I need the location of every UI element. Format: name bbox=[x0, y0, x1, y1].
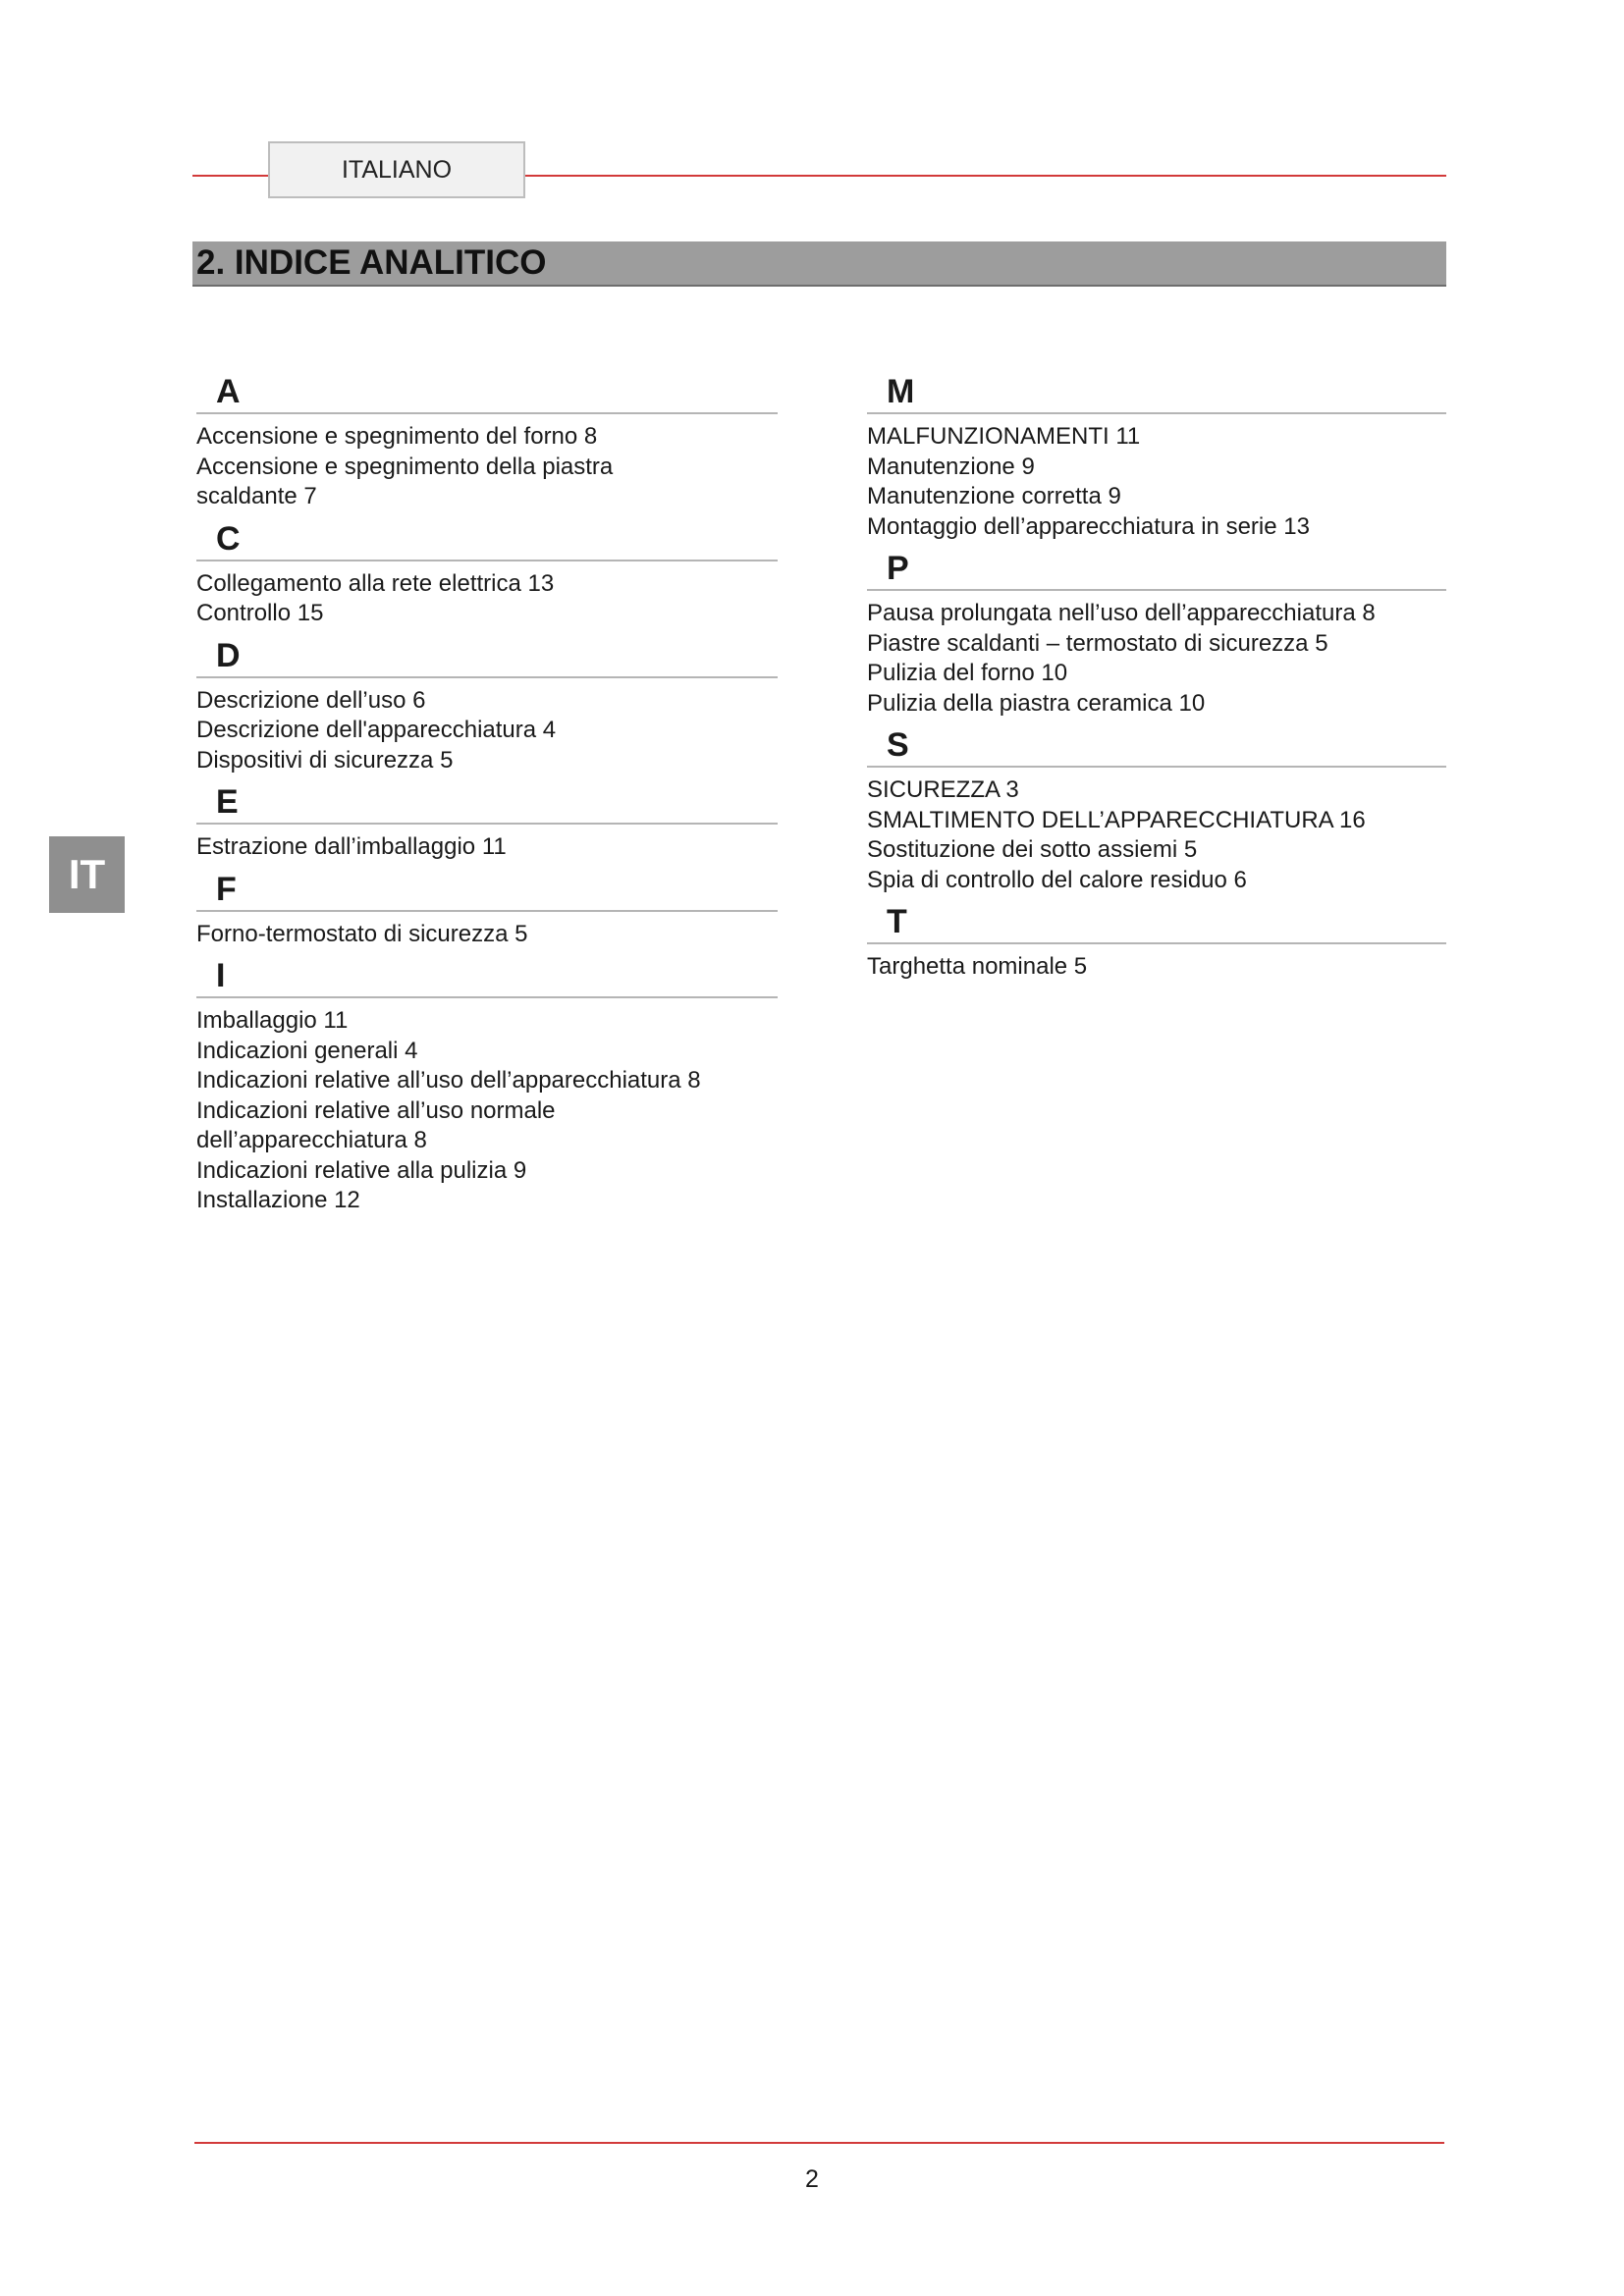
index-column-left bbox=[196, 365, 778, 1216]
index-entry: Montaggio dell’apparecchiatura in serie 13 bbox=[867, 512, 1310, 540]
index-entry: Indicazioni relative all’uso normale bbox=[196, 1096, 556, 1124]
index-group-f bbox=[196, 863, 778, 950]
footer-rule bbox=[194, 2142, 1444, 2144]
index-entry: Controllo 15 bbox=[196, 600, 324, 626]
language-tab: ITALIANO bbox=[268, 141, 525, 198]
index-entry: Dispositivi di sicurezza 5 bbox=[196, 746, 454, 774]
index-entry: SICUREZZA 3 bbox=[867, 776, 1019, 803]
index-letter: S bbox=[867, 719, 1446, 768]
section-title: 2. INDICE ANALITICO bbox=[196, 243, 547, 282]
section-bar bbox=[192, 241, 1446, 287]
index-entry: Descrizione dell’uso 6 bbox=[196, 686, 426, 714]
index-entry: Accensione e spegnimento del forno 8 bbox=[196, 423, 598, 450]
index-letter: D bbox=[196, 629, 778, 678]
index-group-c bbox=[196, 512, 778, 629]
index-letter: M bbox=[867, 365, 1446, 414]
index-group-s bbox=[867, 719, 1446, 895]
index-entry: Targhetta nominale 5 bbox=[867, 953, 1088, 980]
index-entry: Indicazioni relative all’uso dell’apparecchiatura 8 bbox=[196, 1067, 701, 1094]
index-group-p bbox=[867, 542, 1446, 719]
index-entry: Collegamento alla rete elettrica 13 bbox=[196, 569, 555, 597]
index-entry: Installazione 12 bbox=[196, 1187, 360, 1213]
index-letter: I bbox=[196, 949, 778, 998]
index-entry: Estrazione dall’imballaggio 11 bbox=[196, 833, 507, 860]
index-group-d bbox=[196, 629, 778, 776]
page-number: 2 bbox=[805, 2165, 819, 2193]
index-entry: Manutenzione 9 bbox=[867, 453, 1035, 480]
side-language-tab: IT bbox=[49, 836, 125, 913]
index-entry: Descrizione dell'apparecchiatura 4 bbox=[196, 717, 557, 743]
index-group-i bbox=[196, 949, 778, 1216]
index-entry: MALFUNZIONAMENTI 11 bbox=[867, 423, 1141, 450]
index-entry: Sostituzione dei sotto assiemi 5 bbox=[867, 836, 1198, 863]
index-entry: Pulizia della piastra ceramica 10 bbox=[867, 689, 1206, 717]
index-letter: T bbox=[867, 895, 1446, 944]
index-column-right bbox=[867, 365, 1446, 983]
index-group-a bbox=[196, 365, 778, 512]
index-letter: F bbox=[196, 863, 778, 912]
index-entry: scaldante 7 bbox=[196, 483, 317, 509]
index-letter: A bbox=[196, 365, 778, 414]
index-entry: Forno-termostato di sicurezza 5 bbox=[196, 920, 528, 947]
index-entry: Imballaggio 11 bbox=[196, 1007, 349, 1034]
index-entry: Pulizia del forno 10 bbox=[867, 660, 1068, 686]
index-entry: Accensione e spegnimento della piastra bbox=[196, 453, 614, 480]
index-group-e bbox=[196, 775, 778, 863]
index-entry: SMALTIMENTO DELL’APPARECCHIATURA 16 bbox=[867, 806, 1366, 833]
index-entry: Indicazioni generali 4 bbox=[196, 1037, 418, 1064]
index-entry: dell’apparecchiatura 8 bbox=[196, 1127, 427, 1153]
index-letter: C bbox=[196, 512, 778, 561]
index-entry: Manutenzione corretta 9 bbox=[867, 483, 1121, 509]
index-group-m bbox=[867, 365, 1446, 542]
index-entry: Indicazioni relative alla pulizia 9 bbox=[196, 1156, 527, 1184]
index-letter: E bbox=[196, 775, 778, 825]
index-entry: Piastre scaldanti – termostato di sicurezza 5 bbox=[867, 629, 1328, 657]
index-group-t bbox=[867, 895, 1446, 983]
index-entry: Spia di controllo del calore residuo 6 bbox=[867, 866, 1247, 893]
index-entry: Pausa prolungata nell’uso dell’apparecchiatura 8 bbox=[867, 600, 1376, 626]
index-letter: P bbox=[867, 542, 1446, 591]
